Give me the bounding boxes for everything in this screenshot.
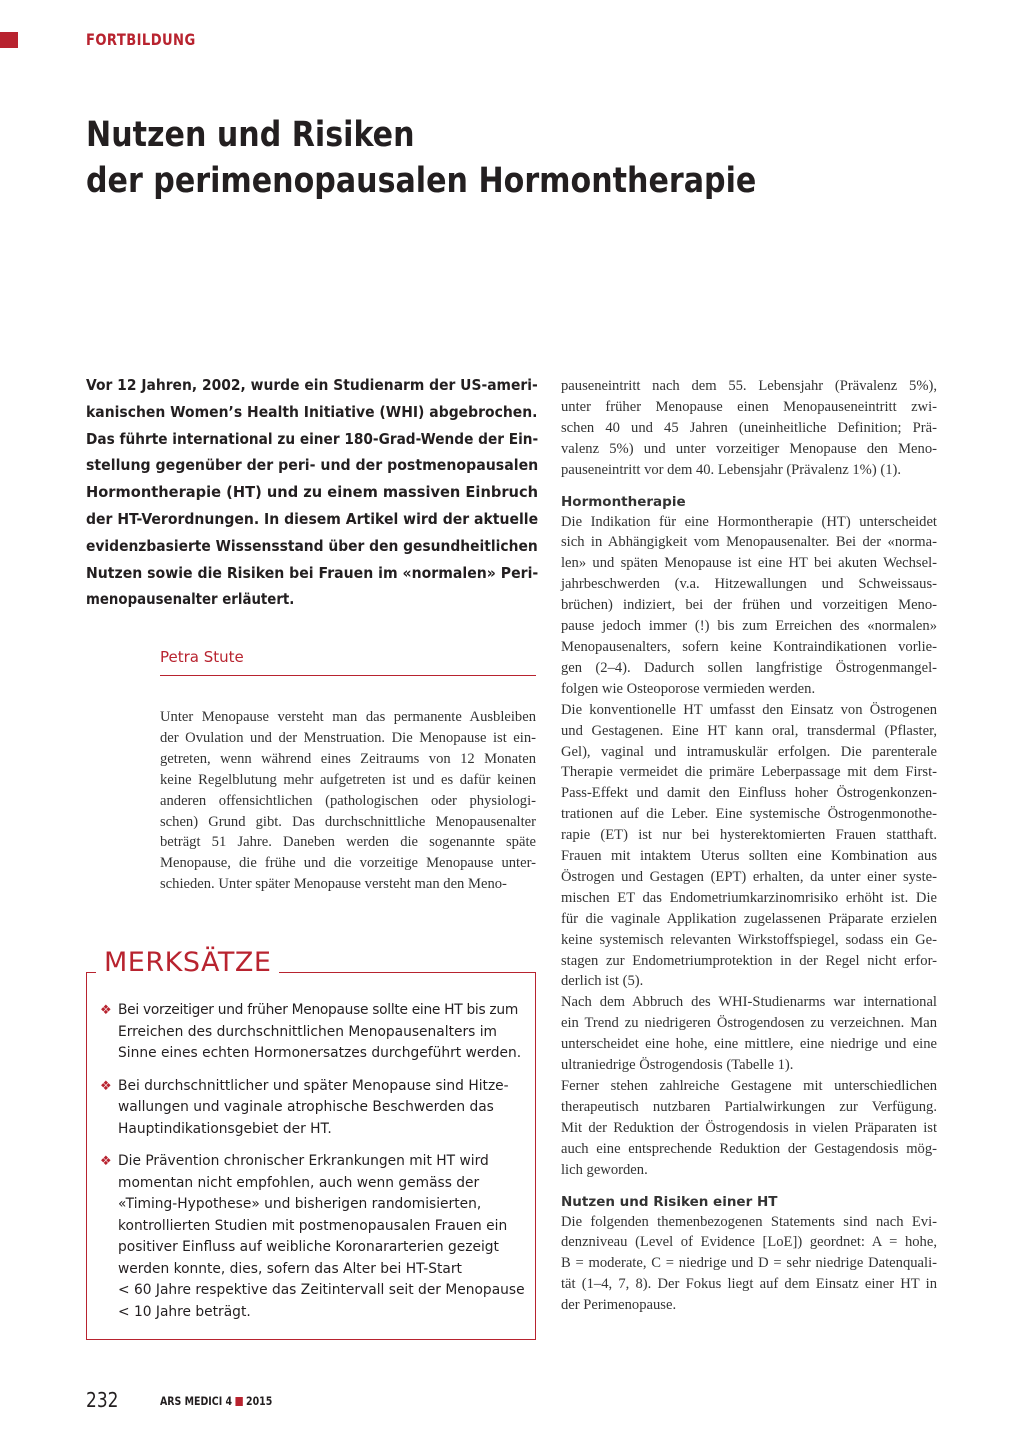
body-line: unterscheidet eine hohe, eine mittlere, eine niedrige und eine: [561, 1036, 937, 1053]
lead-line: evidenzbasierte Wissensstand über den gesundheitlichen: [86, 536, 538, 555]
body-line: schen 40 und 45 Jahren (uneinheitliche Definition; Prä-: [561, 419, 937, 436]
merksatz-line: [100, 1043, 530, 1065]
page-number: 232: [86, 1388, 119, 1412]
body-line: ein Trend zu niedrigeren Östrogendosen zu verzeichnen. Man: [561, 1015, 937, 1032]
body-line: und Gestagenen. Eine HT kann oral, transdermal (Pflaster,: [561, 722, 937, 739]
merksatz-item: [100, 1076, 530, 1141]
body-line: denzniveau (Level of Evidence [LoE]) geordnet: A = hohe,: [561, 1234, 937, 1251]
lead-line: Hormontherapie (HT) und zu einem massiven Einbruch: [86, 483, 539, 502]
body-line: Die konventionelle HT umfasst den Einsatz von Östrogenen: [561, 701, 937, 718]
merksatz-line: [100, 1237, 530, 1259]
merksatz-line: [100, 1173, 530, 1195]
body-line: beträgt 51 Jahre. Daneben werden die sogenannte späte: [160, 834, 536, 851]
body-line: lich geworden.: [561, 1161, 648, 1178]
body-line: rapie (ET) ist nur bei hysterektomierten Frauen statthaft.: [561, 827, 937, 844]
merksaetze-title-wrap: [96, 947, 279, 978]
merksatz-line: [100, 1280, 530, 1302]
section-marker: [0, 32, 18, 48]
merksatz-text: kontrollierten Studien mit postmenopausalen Frauen ein: [118, 1217, 508, 1234]
lead-line: menopausenalter erläutert.: [86, 590, 295, 609]
lead-paragraph: [86, 372, 538, 613]
body-line: valenz 5%) und unter vorzeitiger Menopause den Meno-: [561, 440, 937, 457]
merksatz-text: < 60 Jahre respektive das Zeitintervall seit der Menopause: [118, 1282, 525, 1298]
merksatz-text: positiver Einfluss auf weibliche Koronararterien gezeigt: [118, 1239, 499, 1255]
body-line: Mit der Reduktion der Östrogendosis in vielen Präparaten ist: [561, 1119, 937, 1136]
lead-line: kanischen Women’s Health Initiative (WHI) abgebrochen.: [86, 402, 538, 421]
body-line: sich in Abhängigkeit vom Menopausenalter. Bei der «norma-: [561, 534, 937, 551]
title-line: der perimenopausalen Hormontherapie: [86, 161, 757, 201]
merksatz-item: [100, 1151, 530, 1323]
body-line: stagen zur Endometriumprotektion in der Regel nicht erfor-: [561, 952, 937, 969]
body-line: Ferner stehen zahlreiche Gestagene mit unterschiedlichen: [561, 1078, 937, 1094]
section-label: FORTBILDUNG: [86, 30, 196, 49]
lead-line: der HT-Verordnungen. In diesem Artikel wird der aktuelle: [86, 509, 539, 528]
body-line: Menopausenalters, sofern keine Kontraindikationen vorlie-: [561, 638, 937, 655]
merksatz-line: [100, 1216, 530, 1238]
merksatz-text: momentan nicht empfohlen, auch wenn gemäss der: [118, 1174, 480, 1191]
body-line: Unter Menopause versteht man das permanente Ausbleiben: [160, 709, 536, 725]
lead-line: Das führte international zu einer 180-Grad-Wende der Ein-: [86, 429, 539, 448]
body-line: Nach dem Abbruch des WHI-Studienarms war international: [561, 994, 937, 1011]
intro-paragraph: [561, 376, 937, 481]
body-line: unter früher Menopause einen Menopauseneintritt zwi-: [561, 398, 937, 415]
body-line: trationen auf die Leber. Eine systemische Östrogenmonothe-: [561, 806, 937, 823]
merksatz-line: [100, 1151, 530, 1173]
body-line: keine systemisch relevanten Wirkstoffspiegel, sodass ein Ge-: [561, 931, 937, 948]
author-name: Petra Stute: [160, 648, 244, 666]
author-rule: [160, 675, 536, 676]
body-line: B = moderate, C = niedrige und D = sehr niedrige Datenquali-: [561, 1255, 937, 1272]
body-line: der Ovulation und der Menstruation. Die Menopause ist ein-: [160, 729, 536, 746]
journal-year: 2015: [246, 1394, 273, 1408]
body-line: tät (1–4, 7, 8). Der Fokus liegt auf dem Einsatz einer HT in: [561, 1276, 937, 1293]
body-line: Gel), vaginal und intramuskulär erfolgen. Die parenterale: [561, 743, 937, 760]
merksatz-line: [100, 1302, 530, 1324]
nutzen-section: [561, 1212, 937, 1317]
body-line: Menopause, die frühe und die vorzeitige Menopause unter-: [160, 855, 536, 872]
body-line: pauseneintritt vor dem 40. Lebensjahr (Prävalenz 1%) (1).: [561, 461, 901, 478]
merksatz-line: [100, 1000, 530, 1022]
body-column-left: [160, 707, 536, 895]
body-column-right: [561, 376, 937, 1316]
merksatz-line: [100, 1194, 530, 1216]
article-title: [86, 112, 986, 204]
diamond-bullet-icon: ❖: [100, 1154, 112, 1169]
journal-footer: [160, 1394, 272, 1408]
merksatz-line: [100, 1097, 530, 1119]
merksatz-text: werden konnte, dies, sofern das Alter bei HT-Start: [118, 1260, 462, 1277]
merksatz-text: Die Prävention chronischer Erkrankungen mit HT wird: [118, 1153, 489, 1169]
lead-line: Vor 12 Jahren, 2002, wurde ein Studienarm der US-ameri-: [86, 376, 538, 394]
journal-name: ARS MEDICI 4: [160, 1394, 233, 1408]
body-line: Die Indikation für eine Hormontherapie (HT) unterscheidet: [561, 513, 937, 530]
body-line: mischen ET das Endometriumkarzinomrisiko erhöht ist. Die: [561, 889, 937, 906]
body-line: der Perimenopause.: [561, 1297, 677, 1314]
diamond-bullet-icon: ❖: [100, 1078, 112, 1094]
body-line: schieden. Unter später Menopause versteht man den Meno-: [160, 876, 507, 893]
body-line: Die folgenden themenbezogenen Statements sind nach Evi-: [561, 1213, 937, 1230]
body-line: len» und späten Menopause ist eine HT bei akuten Wechsel-: [561, 555, 937, 572]
merksatz-text: Sinne eines echten Hormonersatzes durchgeführt werden.: [118, 1045, 522, 1061]
subheading-nutzen-risiken: Nutzen und Risiken einer HT: [561, 1193, 778, 1210]
body-line: Östrogen und Gestagen (EPT) erhalten, da unter einer syste-: [561, 868, 937, 885]
body-line: Frauen mit intaktem Uterus sollten eine Kombination aus: [561, 848, 937, 865]
merksatz-line: [100, 1022, 530, 1044]
body-line: Pass-Effekt und damit den Einfluss hoher Östrogenkonzen-: [561, 785, 937, 802]
merksatz-line: [100, 1259, 530, 1281]
hormontherapie-section: [561, 512, 937, 1181]
merksatz-line: [100, 1076, 530, 1098]
lead-line: stellung gegenüber der peri- und der postmenopausalen: [86, 456, 539, 475]
body-line: getreten, wenn während eines Zeitraums von 12 Monaten: [160, 750, 536, 767]
body-line: folgen wie Osteoporose vermieden werden.: [561, 680, 816, 697]
body-line: schen) Grund gibt. Das durchschnittliche Menopausenalter: [160, 813, 536, 830]
body-line: keine Regelblutung mehr aufgetreten ist und es dafür keinen: [160, 771, 536, 788]
body-line: anderen offensichtlichen (pathologischen oder physiologi-: [160, 792, 536, 809]
merksaetze-list: [100, 1000, 530, 1334]
body-line: auch eine entsprechende Reduktion der Gestagendosis mög-: [561, 1140, 937, 1157]
body-line: derlich ist (5).: [561, 973, 644, 990]
merksatz-text: < 10 Jahre beträgt.: [118, 1303, 251, 1320]
merksatz-text: Hauptindikationsgebiet der HT.: [118, 1120, 332, 1137]
merksatz-text: Bei durchschnittlicher und später Menopause sind Hitze-: [118, 1077, 509, 1094]
body-line: gen (2–4). Dadurch sollen langfristige Östrogenmangel-: [561, 659, 937, 676]
subheading-hormontherapie: Hormontherapie: [561, 493, 686, 510]
merksatz-line: [100, 1119, 530, 1141]
body-line: jahrbeschwerden (v.a. Hitzewallungen und Schweissaus-: [561, 576, 937, 593]
body-line: für die vaginale Applikation zugelassenen Präparate erzielen: [561, 910, 937, 927]
lead-line: Nutzen sowie die Risiken bei Frauen im «normalen» Peri-: [86, 563, 539, 582]
merksatz-text: wallungen und vaginale atrophische Beschwerden das: [118, 1099, 494, 1115]
merksatz-text: Erreichen des durchschnittlichen Menopausenalters im: [118, 1023, 497, 1040]
merksatz-text: Bei vorzeitiger und früher Menopause sollte eine HT bis zum: [118, 1002, 518, 1018]
body-line: Therapie vermeidet die primäre Leberpassage mit dem First-: [561, 764, 937, 781]
title-line: Nutzen und Risiken: [86, 115, 415, 155]
merksatz-item: [100, 1000, 530, 1065]
body-line: therapeutisch nutzbaren Partialwirkungen zur Verfügung.: [561, 1098, 937, 1115]
merksatz-text: «Timing-Hypothese» und bisherigen randomisierten,: [118, 1196, 482, 1212]
body-line: brüchen) indiziert, bei der frühen und vorzeitigen Meno-: [561, 597, 937, 614]
body-line: pauseneintritt nach dem 55. Lebensjahr (Prävalenz 5%),: [561, 378, 937, 394]
merksaetze-title: MERKSÄTZE: [104, 947, 272, 978]
square-separator-icon: [235, 1397, 242, 1406]
diamond-bullet-icon: ❖: [100, 1003, 112, 1018]
body-line: pause jedoch immer (!) bis zum Erreichen des «normalen»: [561, 618, 937, 635]
body-line: ultraniedrige Östrogendosis (Tabelle 1).: [561, 1057, 794, 1074]
